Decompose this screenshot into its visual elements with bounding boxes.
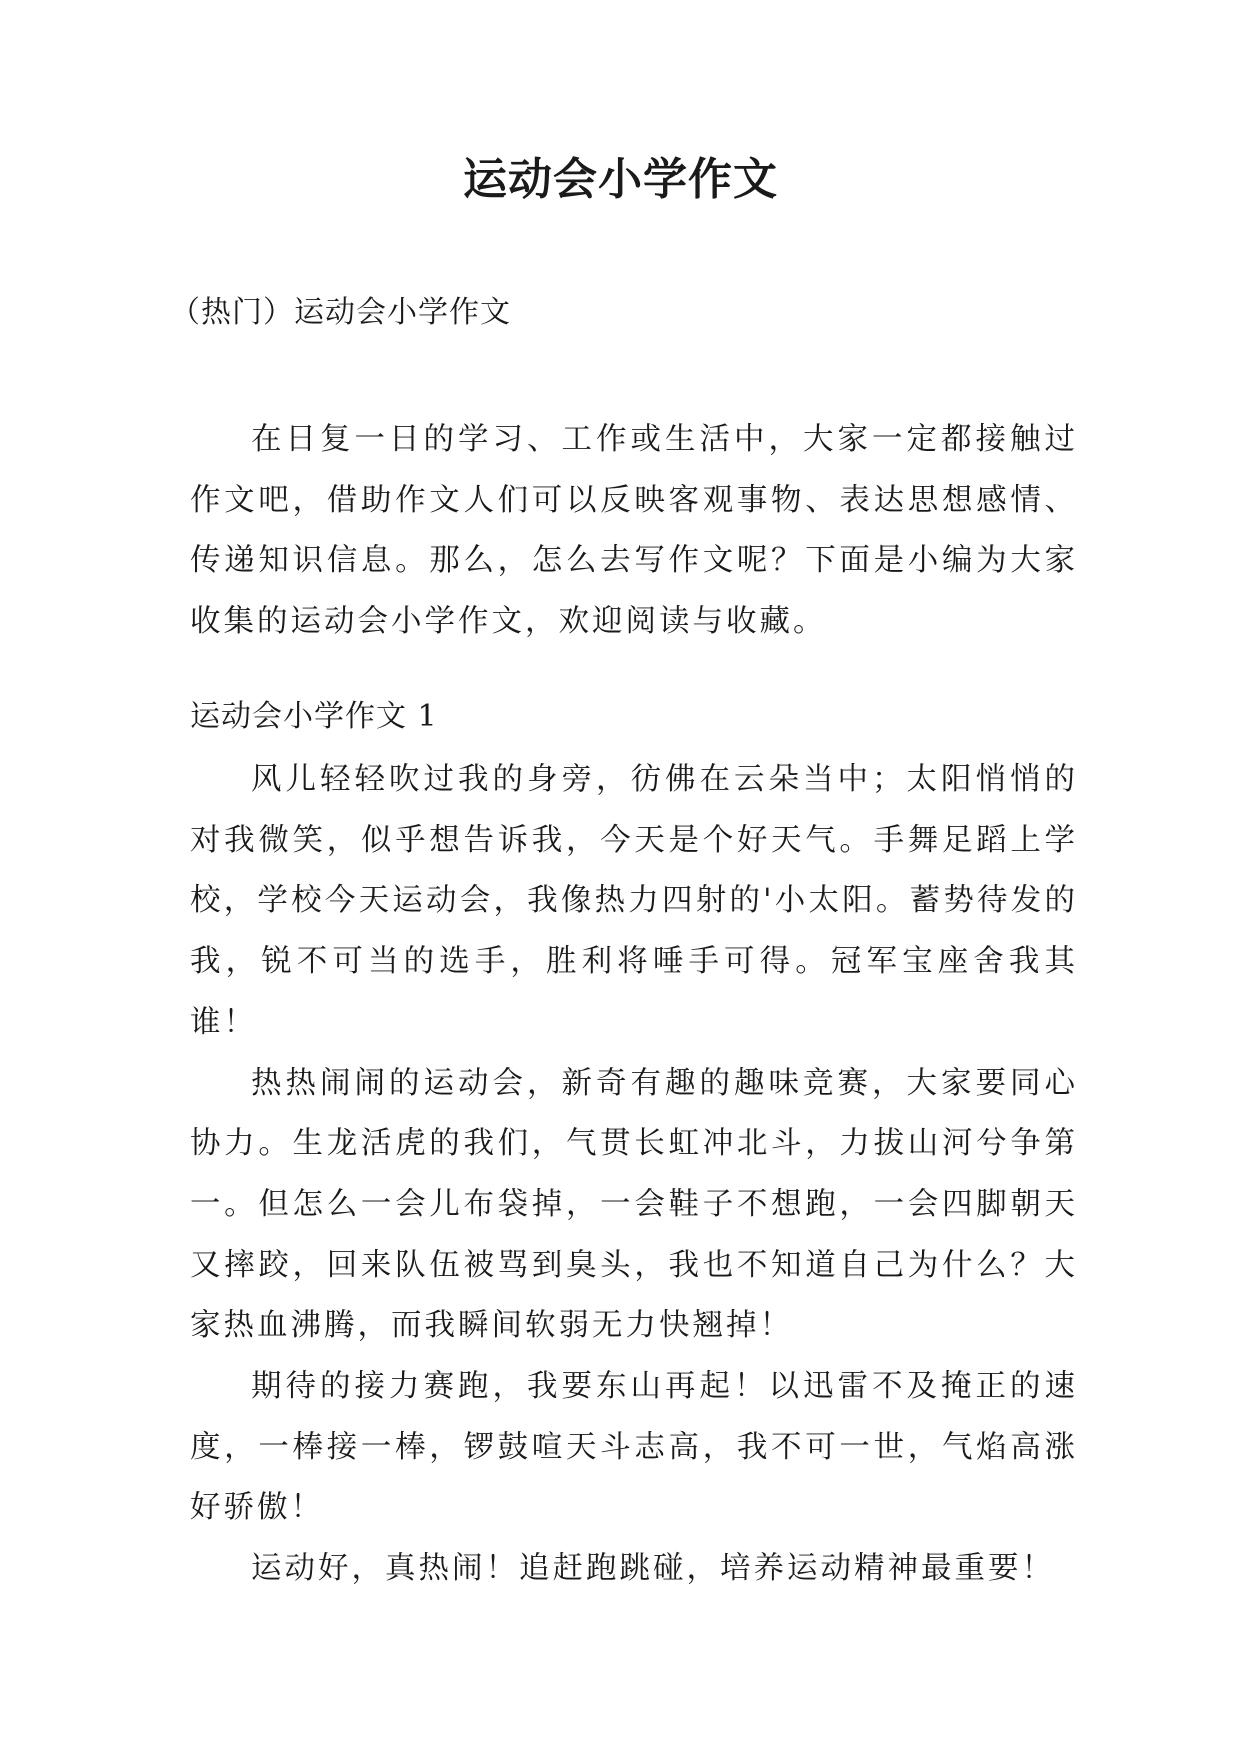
section-heading: 运动会小学作文 1 — [190, 699, 438, 734]
intro-paragraph: 在日复一日的学习、工作或生活中，大家一定都接触过作文吧，借助作文人们可以反映客观事物、表达思想感情、传递知识信息。那么，怎么去写作文呢？下面是小编为大家收集的运动会小学作文，欢迎阅读与收藏。 — [190, 422, 1078, 640]
document-subtitle: （热门）运动会小学作文 — [170, 295, 511, 330]
essay-paragraph-1: 风儿轻轻吹过我的身旁，彷佛在云朵当中；太阳悄悄的对我微笑，似乎想告诉我，今天是个好天气。手舞足蹈上学校，学校今天运动会，我像热力四射的'小太阳。蓄势待发的我，锐不可当的选手，胜利将唾手可得。冠军宝座舍我其谁！ — [190, 762, 1078, 1040]
essay-paragraph-4: 运动好，真热闹！追赶跑跳碰，培养运动精神最重要！ — [251, 1551, 1055, 1587]
essay-paragraph-2: 热热闹闹的运动会，新奇有趣的趣味竞赛，大家要同心协力。生龙活虎的我们，气贯长虹冲北斗，力拔山河兮争第一。但怎么一会儿布袋掉，一会鞋子不想跑，一会四脚朝天又摔跤，回来队伍被骂到臭头，我也不知道自己为什么？大家热血沸腾，而我瞬间软弱无力快翘掉！ — [190, 1065, 1078, 1344]
essay-body — [190, 750, 1078, 1600]
essay-paragraph-3: 期待的接力赛跑，我要东山再起！以迅雷不及掩正的速度，一棒接一棒，锣鼓喧天斗志高，我不可一世，气焰高涨好骄傲！ — [190, 1369, 1078, 1526]
document-title: 运动会小学作文 — [463, 154, 778, 205]
